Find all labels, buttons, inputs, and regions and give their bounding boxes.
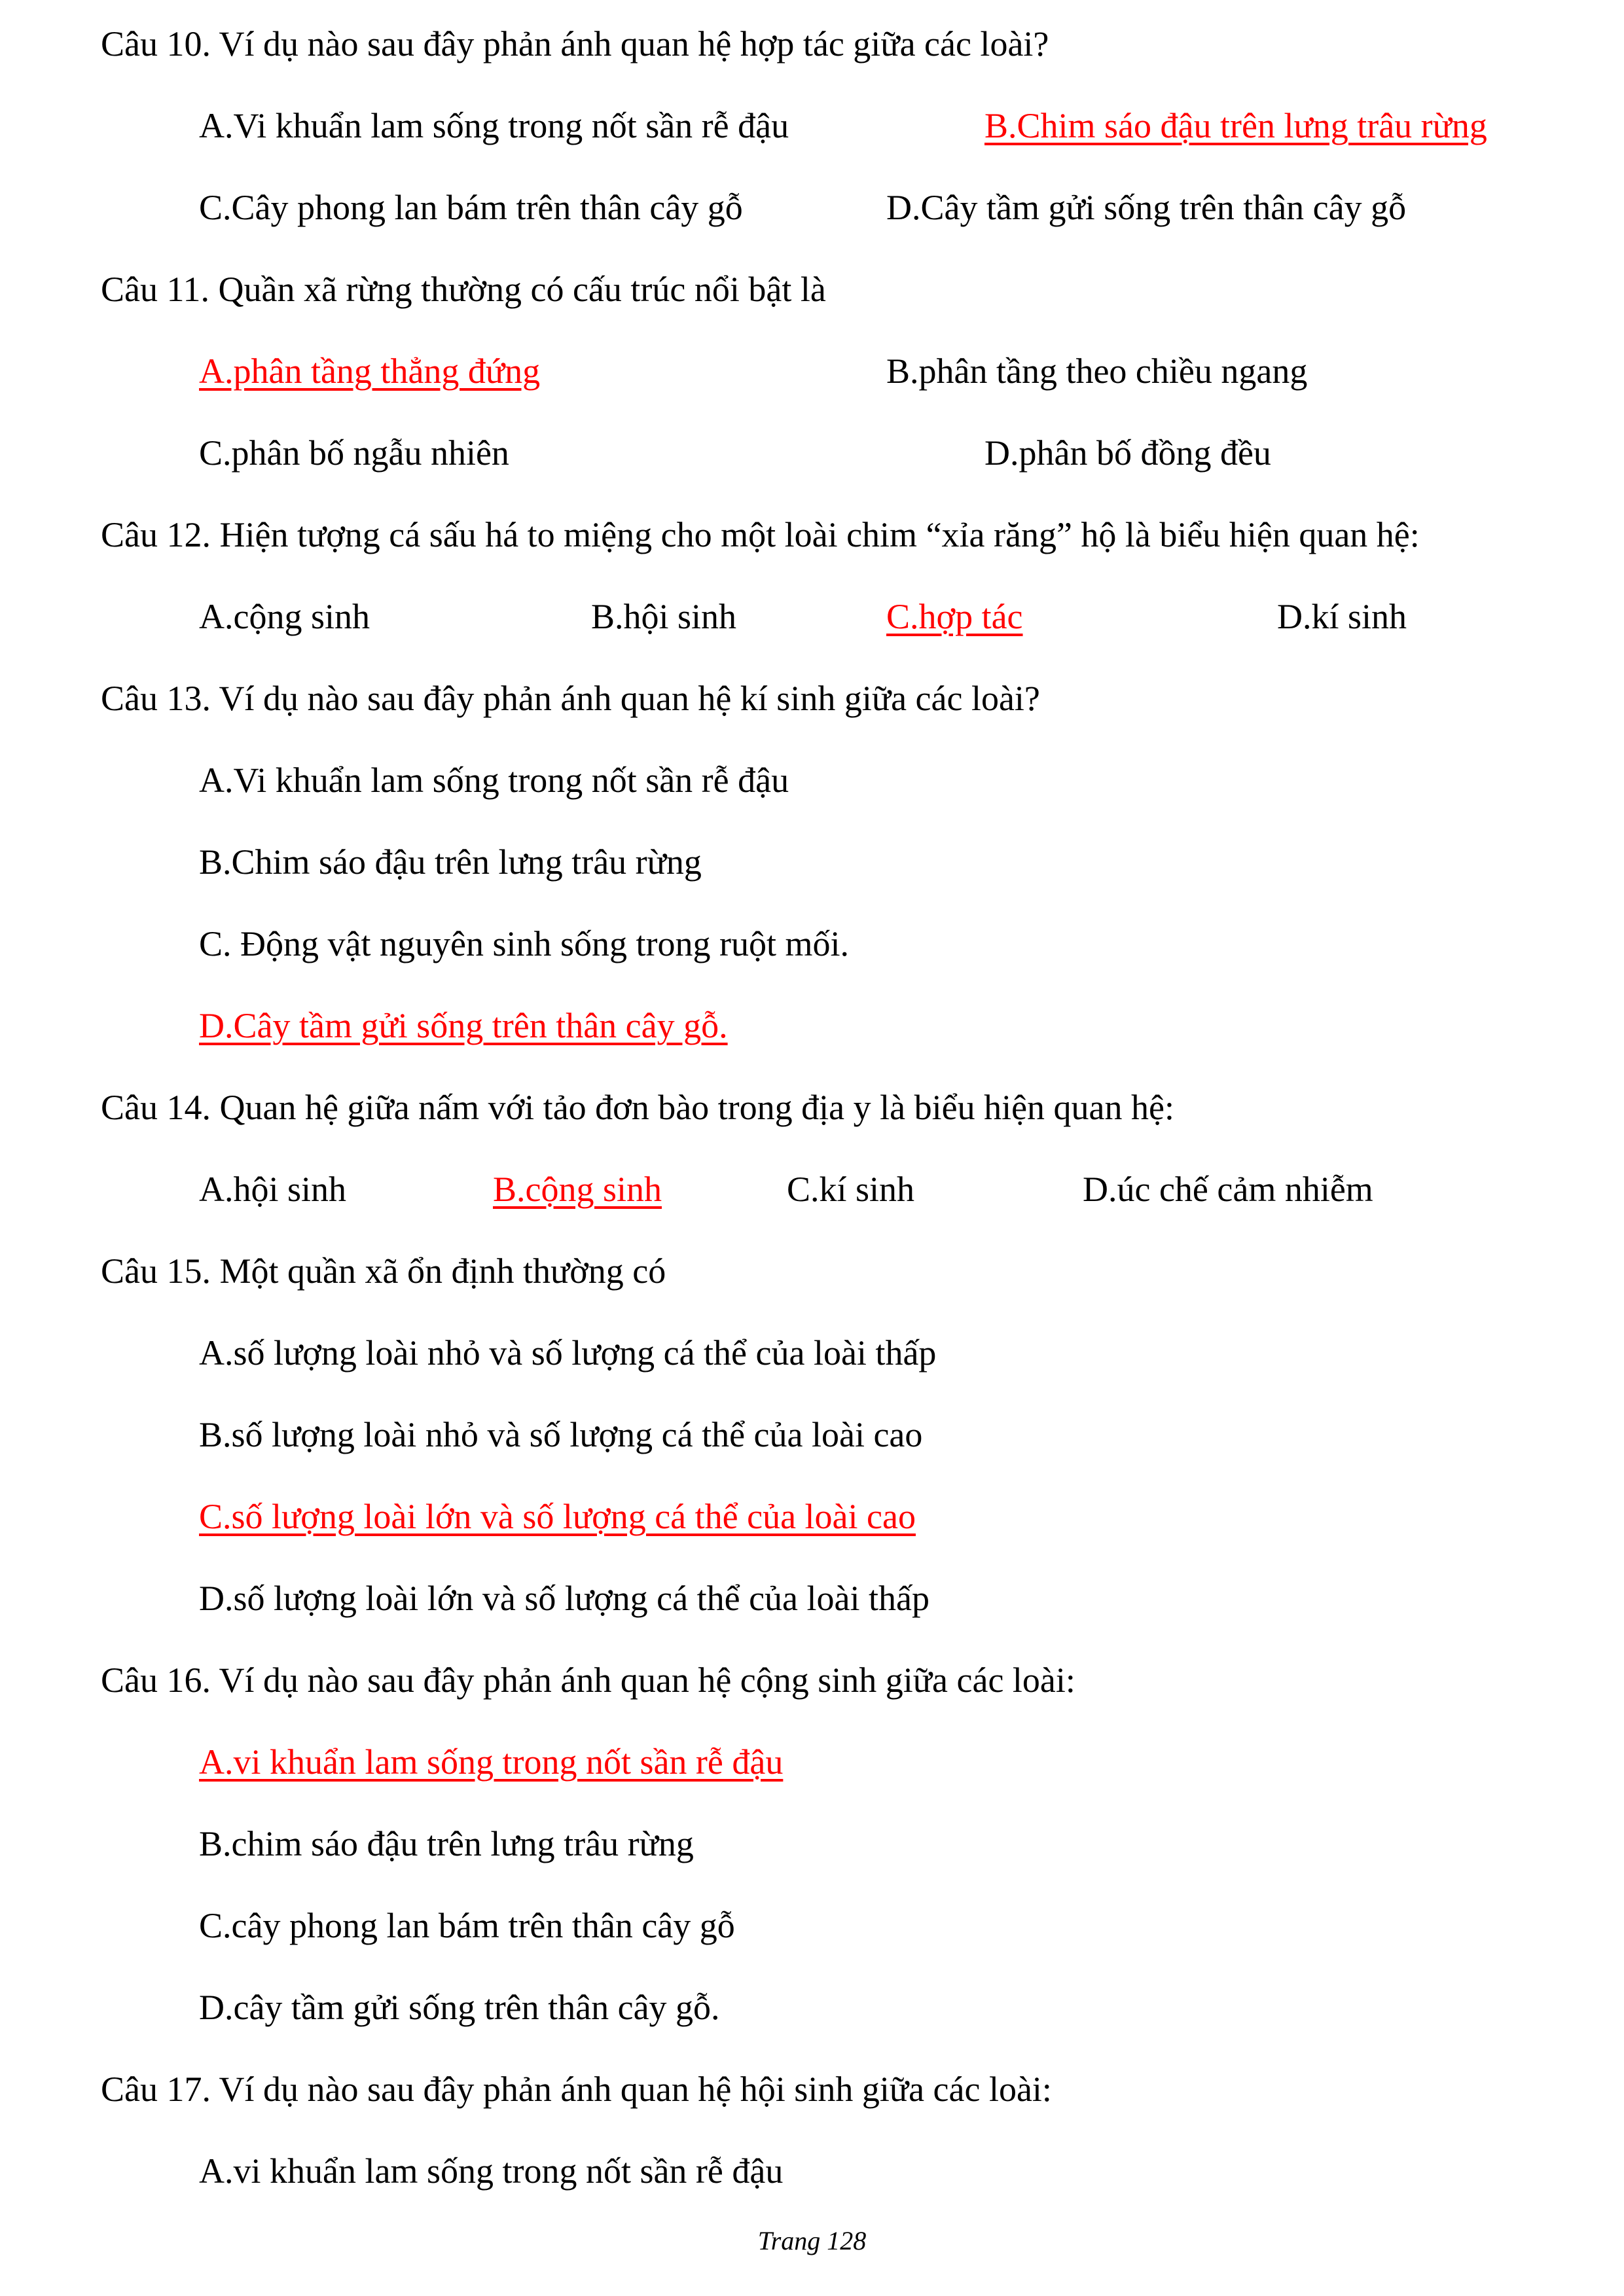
option-a: A.cộng sinh — [199, 597, 370, 636]
question-15 — [0, 1230, 1624, 1312]
question-title: Câu 12. Hiện tượng cá sấu há to miệng cho một loài chim “xỉa răng” hộ là biểu hiện quan hệ: — [101, 515, 1420, 554]
option-b: B.hội sinh — [591, 597, 737, 636]
option-d: D.phân bố đồng đều — [984, 433, 1271, 473]
option-c: C.Cây phong lan bám trên thân cây gỗ — [199, 188, 743, 227]
option-b: B.chim sáo đậu trên lưng trâu rừng — [199, 1824, 694, 1863]
option-c-correct: C.số lượng loài lớn và số lượng cá thể của loài cao — [199, 1497, 916, 1536]
option-a: A.Vi khuẩn lam sống trong nốt sần rễ đậu — [199, 106, 789, 145]
option-c-correct: C.hợp tác — [886, 597, 1023, 636]
option-c: C.phân bố ngẫu nhiên — [199, 433, 509, 473]
option-b: B.số lượng loài nhỏ và số lượng cá thể của loài cao — [199, 1415, 923, 1454]
question-title: Câu 10. Ví dụ nào sau đây phản ánh quan hệ hợp tác giữa các loài? — [101, 24, 1049, 63]
question-title: Câu 17. Ví dụ nào sau đây phản ánh quan hệ hội sinh giữa các loài: — [101, 2070, 1052, 2109]
option-a-correct: A.vi khuẩn lam sống trong nốt sần rễ đậu — [199, 1742, 784, 1782]
option-d: D.kí sinh — [1277, 597, 1407, 636]
exam-page — [0, 3, 1624, 2212]
option-d-correct: D.Cây tầm gửi sống trên thân cây gỗ. — [199, 1006, 728, 1045]
option-b-correct: B.cộng sinh — [493, 1170, 662, 1209]
question-17 — [0, 2049, 1624, 2130]
option-d: D.Cây tầm gửi sống trên thân cây gỗ — [886, 188, 1407, 227]
question-11 — [0, 249, 1624, 331]
option-a: A.hội sinh — [199, 1170, 347, 1209]
option-c: C.kí sinh — [787, 1170, 915, 1209]
question-13 — [0, 658, 1624, 740]
question-title: Câu 15. Một quần xã ổn định thường có — [101, 1251, 666, 1291]
option-d: D.số lượng loài lớn và số lượng cá thể của loài thấp — [199, 1579, 929, 1618]
question-14 — [0, 1067, 1624, 1149]
question-10 — [0, 3, 1624, 85]
option-d: D.cây tầm gửi sống trên thân cây gỗ. — [199, 1988, 720, 2027]
page-number: Trang 128 — [757, 2226, 867, 2255]
option-a: A.Vi khuẩn lam sống trong nốt sần rễ đậu — [199, 761, 789, 800]
question-title: Câu 16. Ví dụ nào sau đây phản ánh quan hệ cộng sinh giữa các loài: — [101, 1660, 1075, 1700]
option-a: A.vi khuẩn lam sống trong nốt sần rễ đậu — [199, 2151, 784, 2191]
question-16 — [0, 1640, 1624, 1721]
option-c: C. Động vật nguyên sinh sống trong ruột mối. — [199, 924, 849, 963]
option-c: C.cây phong lan bám trên thân cây gỗ — [199, 1906, 735, 1945]
question-title: Câu 11. Quần xã rừng thường có cấu trúc nổi bật là — [101, 270, 826, 309]
question-title: Câu 13. Ví dụ nào sau đây phản ánh quan hệ kí sinh giữa các loài? — [101, 679, 1040, 718]
option-b-correct: B.Chim sáo đậu trên lưng trâu rừng — [984, 106, 1487, 145]
option-b: B.phân tầng theo chiều ngang — [886, 351, 1308, 391]
option-a-correct: A.phân tầng thẳng đứng — [199, 351, 541, 391]
question-12 — [0, 494, 1624, 576]
option-a: A.số lượng loài nhỏ và số lượng cá thể của loài thấp — [199, 1333, 937, 1372]
question-title: Câu 14. Quan hệ giữa nấm với tảo đơn bào trong địa y là biểu hiện quan hệ: — [101, 1088, 1174, 1127]
option-d: D.úc chế cảm nhiễm — [1083, 1170, 1373, 1209]
option-b: B.Chim sáo đậu trên lưng trâu rừng — [199, 842, 702, 882]
